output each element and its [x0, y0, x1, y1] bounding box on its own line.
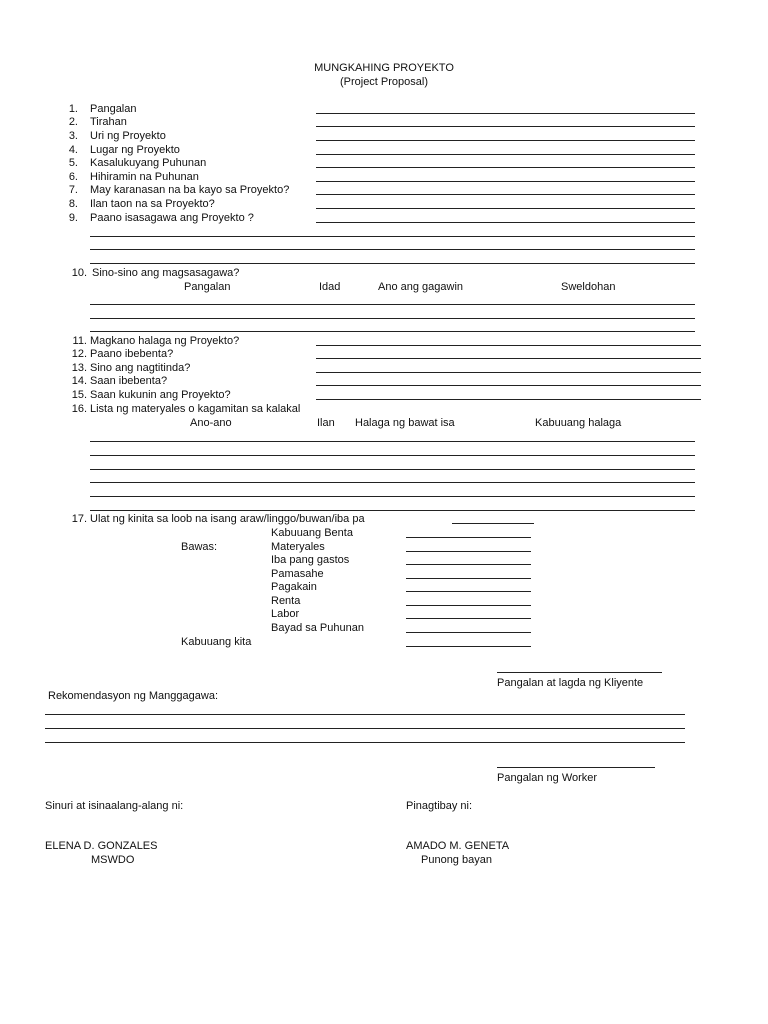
item-number: 17.: [71, 513, 87, 525]
answer-line[interactable]: [406, 578, 531, 579]
column-header-pangalan: Pangalan: [184, 281, 231, 293]
answer-line[interactable]: [406, 605, 531, 606]
answer-line[interactable]: [90, 236, 695, 237]
item-label-lista: Lista ng materyales o kagamitan sa kalakal: [90, 403, 301, 415]
item-label-karanasan: May karanasan na ba kayo sa Proyekto?: [90, 184, 290, 196]
item-label-kasalukuyang-puhunan: Kasalukuyang Puhunan: [90, 157, 207, 169]
kabuuang-kita-label: Kabuuang kita: [181, 636, 252, 648]
form-subtitle: (Project Proposal): [339, 76, 429, 88]
answer-line[interactable]: [316, 194, 695, 195]
client-signature-line[interactable]: [497, 672, 662, 673]
item-number: 11.: [72, 335, 87, 347]
item-number: 14.: [71, 375, 87, 387]
answer-line[interactable]: [316, 181, 695, 182]
column-header-ano-ano: Ano-ano: [190, 417, 232, 429]
item-number: 5.: [68, 157, 78, 169]
answer-line[interactable]: [316, 358, 701, 359]
reviewer-name: ELENA D. GONZALES: [45, 840, 158, 852]
answer-line[interactable]: [90, 318, 695, 319]
answer-line[interactable]: [90, 455, 695, 456]
kabuuang-benta-label: Kabuuang Benta: [271, 527, 353, 539]
item-number: 12.: [71, 348, 87, 360]
item-label-paano-ibebenta: Paano ibebenta?: [90, 348, 174, 360]
recommendation-line[interactable]: [45, 728, 685, 729]
approver-title: Punong bayan: [421, 854, 492, 866]
answer-line[interactable]: [316, 345, 701, 346]
answer-line[interactable]: [406, 646, 531, 647]
item-number: 4.: [68, 144, 78, 156]
answer-line[interactable]: [316, 154, 695, 155]
item-number: 16.: [71, 403, 87, 415]
deduction-iba-pang-gastos: Iba pang gastos: [271, 554, 350, 566]
item-label-uri: Uri ng Proyekto: [90, 130, 166, 142]
reviewer-title: MSWDO: [91, 854, 135, 866]
answer-line[interactable]: [90, 263, 695, 264]
answer-line[interactable]: [90, 469, 695, 470]
answer-line[interactable]: [316, 140, 695, 141]
column-header-idad: Idad: [319, 281, 341, 293]
approver-name: AMADO M. GENETA: [406, 840, 510, 852]
item-number: 7.: [68, 184, 78, 196]
answer-line[interactable]: [316, 385, 701, 386]
item-label-magsasagawa: Sino-sino ang magsasagawa?: [92, 267, 240, 279]
column-header-ilan: Ilan: [317, 417, 335, 429]
answer-line[interactable]: [316, 372, 701, 373]
item-label-ilan-taon: Ilan taon na sa Proyekto?: [90, 198, 215, 210]
approved-by-label: Pinagtibay ni:: [406, 800, 473, 812]
bawas-label: Bawas:: [181, 541, 218, 553]
answer-line[interactable]: [406, 564, 531, 565]
answer-line[interactable]: [406, 551, 531, 552]
item-label-nagtitinda: Sino ang nagtitinda?: [90, 362, 191, 374]
item-number: 15.: [71, 389, 87, 401]
answer-line[interactable]: [90, 304, 695, 305]
column-header-kabuuang-halaga: Kabuuang halaga: [535, 417, 622, 429]
deduction-materyales: Materyales: [271, 541, 325, 553]
answer-line[interactable]: [316, 399, 701, 400]
item-label-paano-isasagawa: Paano isasagawa ang Proyekto ?: [90, 212, 254, 224]
column-header-sweldohan: Sweldohan: [561, 281, 616, 293]
form-title: MUNGKAHING PROYEKTO: [314, 62, 454, 74]
answer-line[interactable]: [452, 523, 534, 524]
answer-line[interactable]: [90, 331, 695, 332]
reviewed-by-label: Sinuri at isinaalang-alang ni:: [45, 800, 184, 812]
item-label-ulat: Ulat ng kinita sa loob na isang araw/linggo/buwan/iba pa: [90, 513, 365, 525]
answer-line[interactable]: [316, 167, 695, 168]
answer-line[interactable]: [316, 113, 695, 114]
item-label-saan-kukunin: Saan kukunin ang Proyekto?: [90, 389, 231, 401]
answer-line[interactable]: [90, 482, 695, 483]
deduction-renta: Renta: [271, 595, 301, 607]
item-number: 1.: [68, 103, 78, 115]
item-number: 13.: [71, 362, 87, 374]
recommendation-line[interactable]: [45, 742, 685, 743]
answer-line[interactable]: [316, 222, 695, 223]
answer-line[interactable]: [316, 208, 695, 209]
worker-signature-line[interactable]: [497, 767, 655, 768]
item-number: 8.: [68, 198, 78, 210]
deduction-pamasahe: Pamasahe: [271, 568, 324, 580]
item-label-hihiramin: Hihiramin na Puhunan: [90, 171, 199, 183]
item-number: 6.: [68, 171, 78, 183]
item-label-saan-ibebenta: Saan ibebenta?: [90, 375, 168, 387]
recommendation-line[interactable]: [45, 714, 685, 715]
column-header-halaga: Halaga ng bawat isa: [355, 417, 455, 429]
answer-line[interactable]: [406, 632, 531, 633]
item-number: 9.: [68, 212, 78, 224]
client-signature-label: Pangalan at lagda ng Kliyente: [497, 677, 644, 689]
item-label-lugar: Lugar ng Proyekto: [90, 144, 180, 156]
answer-line[interactable]: [316, 126, 695, 127]
item-label-magkano: Magkano halaga ng Proyekto?: [90, 335, 240, 347]
deduction-pagakain: Pagakain: [271, 581, 317, 593]
item-number: 3.: [68, 130, 78, 142]
worker-signature-label: Pangalan ng Worker: [497, 772, 598, 784]
item-number: 2.: [68, 116, 78, 128]
answer-line[interactable]: [406, 537, 531, 538]
answer-line[interactable]: [406, 591, 531, 592]
recommendation-label: Rekomendasyon ng Manggagawa:: [48, 690, 219, 702]
deduction-bayad-sa-puhunan: Bayad sa Puhunan: [271, 622, 364, 634]
item-label-tirahan: Tirahan: [90, 116, 127, 128]
answer-line[interactable]: [90, 510, 695, 511]
answer-line[interactable]: [406, 618, 531, 619]
answer-line[interactable]: [90, 496, 695, 497]
item-label-pangalan: Pangalan: [90, 103, 137, 115]
item-number: 10.: [71, 267, 87, 279]
column-header-gagawin: Ano ang gagawin: [378, 281, 464, 293]
deduction-labor: Labor: [271, 608, 300, 620]
answer-line[interactable]: [90, 249, 695, 250]
answer-line[interactable]: [90, 441, 695, 442]
